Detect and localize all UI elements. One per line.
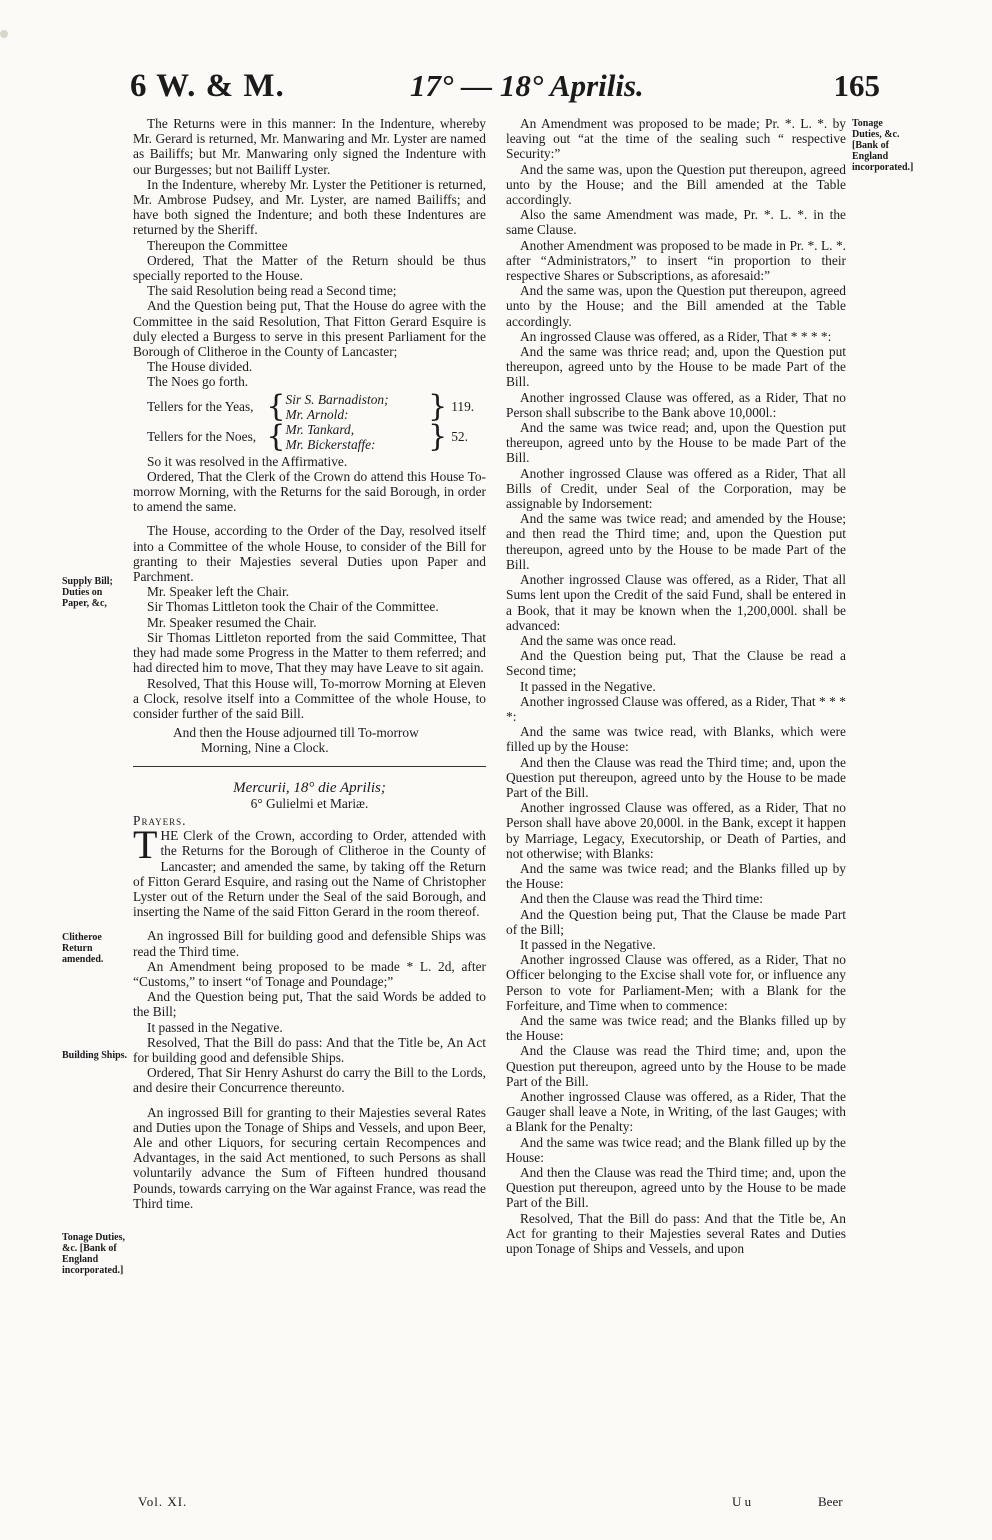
paragraph: And then the Clause was read the Third time: [520,891,763,907]
paragraph: An Amendment was proposed to be made; Pr. *. L. *. by leaving out “at the time of the sealing such “ respective Security:” [506,116,846,162]
paragraph: In the Indenture, whereby Mr. Lyster the Petitioner is returned, Mr. Ambrose Pudsey, and Mr. Lyster, are named Bailiffs; and have both signed the Indenture; and both these Indentures are returned by the Sheriff. [133,176,486,238]
paragraph: Resolved, That the Bill do pass: And that the Title be, An Act for building good and defensible Ships. [133,1034,486,1065]
paragraph: And the same was once read. [520,632,677,648]
paragraph-text: HE Clerk of the Crown, according to Order, attended with the Returns for the Borough of Clitheroe in the County of Lancaster; and amended the same, by taking off the Return of Fitton Gerard Esquire, and rasing out the Name of Christopher Lyster out of the Return under the Seal of the said Borough, and inserting the Name of the said Fitton Gerard in the room thereof. [133,828,486,920]
tellers-table [133,389,486,455]
paragraph: And then the Clause was read the Third time; and, upon the Question put thereupon, agreed unto by the House to be made Part of the Bill. [506,1165,846,1211]
paragraph: An ingrossed Clause was offered, as a Rider, That * * * *: [520,328,832,344]
paragraph: Resolved, That this House will, To-morrow Morning at Eleven a Clock, resolve itself into a Committee of the whole House, to consider further of the said Bill. [133,675,486,721]
paragraph: And the same was twice read; and amended by the House; and then read the Third time; and, upon the Question put thereupon, agreed unto by the House to be made Part of the Bill. [506,511,846,572]
paragraph: Mr. Speaker left the Chair. [147,584,290,600]
paragraph: The said Resolution being read a Second time; [147,283,397,299]
paragraph: Another ingrossed Clause was offered, as a Rider, That no Officer belonging to the Excise shall vote for, or influence any Person to vote for Parliament-Men; with a Blank for the Forfeiture, and Time when to commence: [506,952,846,1013]
paragraph: Another Amendment was proposed to be made in Pr. *. L. *. after “Administrators,” to insert “in proportion to their respective Shares or Subscriptions, as aforesaid:” [506,237,846,284]
paragraph: And the Question being put, That the Clause be read a Second time; [506,648,846,679]
paragraph: Another ingrossed Clause was offered, as a Rider, That no Person shall have above 20,000l. in the Bank, except it happen by Marriage, Legacy, Executorship, or Death of Parties, and not otherwise; with Blanks: [506,800,846,861]
day-subtitle: 6° Gulielmi et Mariæ. [250,795,369,811]
paragraph: And the Clause was read the Third time; and, upon the Question put thereupon, agreed unto by the House to be made Part of the Bill. [506,1043,846,1089]
page-number: 165 [833,68,880,103]
paragraph: It passed in the Negative. [520,678,656,694]
paragraph: So it was resolved in the Affirmative. [147,453,348,469]
paragraph: Another ingrossed Clause was offered, as a Rider, That * * * *: [506,693,846,724]
paragraph: It passed in the Negative. [520,936,656,952]
paragraph: And the same was, upon the Question put thereupon, agreed unto by the House; and the Bill amended at the Table accordingly. [506,161,846,208]
paragraph: Also the same Amendment was made, Pr. *. L. *. in the same Clause. [506,207,846,238]
tellers-noes-row [133,422,486,437]
adjournment: And then the House adjourned till To-morrow [173,725,419,741]
paragraph: And the same was twice read; and, upon the Question put thereupon, agreed unto by the House to be made Part of the Bill. [506,420,846,466]
noes-count: 52. [451,429,468,445]
volume-label: Vol. XI. [138,1494,188,1509]
paragraph: And the same was twice read, with Blanks, which were filled up by the House: [506,724,846,755]
yeas-count: 119. [451,399,475,415]
date-heading: 17° — 18° Aprilis. [410,68,644,103]
paragraph: And the same was thrice read; and, upon the Question put thereupon, agreed unto by the House to be made Part of the Bill. [506,344,846,390]
teller-name: Sir S. Barnadiston; [285,391,389,407]
paragraph: And the same was twice read; and the Blanks filled up by the House: [506,860,846,892]
paragraph: Ordered, That Sir Henry Ashurst do carry the Bill to the Lords, and desire their Concurrence thereunto. [133,1065,486,1096]
paragraph: An ingrossed Bill for granting to their Majesties several Rates and Duties upon the Tonage of Ships and Vessels, and upon Beer, Ale and other Liquors, for securing certain Recompences and Advantages, in the said Act mentioned, to such Persons as shall voluntarily advance the Sum of Fifteen hundred thousand Pounds, towards carrying on the War against France, was read the Third time. [133,1104,486,1211]
paragraph: Ordered, That the Matter of the Return should be thus specially reported to the House. [133,252,486,284]
tellers-yeas-label: Tellers for the Yeas, [147,399,254,415]
paragraph: It passed in the Negative. [147,1019,283,1035]
tellers-noes-label: Tellers for the Noes, [147,429,257,445]
left-column [133,116,486,1211]
adjournment: Morning, Nine a Clock. [201,740,329,756]
paragraph: An Amendment being proposed to be made * L. 2d, after “Customs,” to insert “of Tonage and Poundage;” [133,958,486,989]
paragraph: Thereupon the Committee [147,237,288,253]
teller-name: Mr. Arnold: [285,406,349,422]
paragraph: And the same was twice read; and the Blank filled up by the House: [506,1134,846,1165]
margin-note-supply: Supply Bill; Duties on Paper, &c, [62,576,113,609]
tellers-yeas-row [133,392,486,407]
brace-icon: } [428,389,448,425]
paragraph: The House, according to the Order of the Day, resolved itself into a Committee of the whole House, to consider of the Bill for granting to their Majesties several Duties upon Paper and Parchment. [133,523,486,585]
brace-icon: } [428,419,448,455]
margin-note-tonage-left: Tonage Duties, &c. [Bank of England incorporated.] [62,1232,125,1276]
paragraph: And the Question being put, That the said Words be added to the Bill; [133,989,486,1020]
day-title: Mercurii, 18° die Aprilis; [233,779,386,796]
paragraph: The Noes go forth. [147,374,249,390]
teller-name: Mr. Bickerstaffe: [285,436,376,452]
paragraph: And the Question being put, That the House do agree with the Committee in the said Resolution, That Fitton Gerard Esquire is duly elected a Burgess to serve in this present Parliament for the Borough of Clitheroe in the County of Lancaster; [133,298,486,360]
paragraph [133,822,486,920]
right-column [506,116,846,1256]
drop-cap: T [133,822,158,868]
catchword: Beer [818,1494,843,1509]
regnal-year: 6 W. & M. [130,68,285,104]
page-header [120,68,880,112]
paragraph: And the same was twice read; and the Blanks filled up by the House: [506,1012,846,1044]
paragraph: Ordered, That the Clerk of the Crown do attend this House To-morrow Morning, with the Returns for the said Borough, in order to amend the same. [133,468,486,515]
paragraph: Sir Thomas Littleton reported from the said Committee, That they had made some Progress in the Matter to them referred; and had directed him to move, That they may have Leave to sit again. [133,629,486,676]
paragraph: And the same was, upon the Question put thereupon, agreed unto by the House; and the Bill amended at the Table accordingly. [506,283,846,329]
margin-note-clitheroe: Clitheroe Return amended. [62,932,104,965]
paragraph: Mr. Speaker resumed the Chair. [147,614,317,630]
paragraph: Another ingrossed Clause was offered, as a Rider, That the Gauger shall leave a Note, in Writing, of the last Gauges; with a Blank for the Penalty: [506,1089,846,1135]
paragraph: Another ingrossed Clause was offered as a Rider, That all Bills of Credit, under Seal of the Corporation, may be assignable by Indorsement: [506,465,846,512]
section-divider [133,766,486,767]
prayers-heading: Prayers. [133,812,187,828]
paragraph: Resolved, That the Bill do pass: And that the Title be, An Act for granting to their Majesties several Rates and Duties upon Tonage of Ships and Vessels, and upon [506,1210,846,1257]
brace-icon: { [266,419,286,455]
teller-name: Mr. Tankard, [285,421,355,437]
paragraph: Another ingrossed Clause was offered, as a Rider, That no Person shall subscribe to the Bank above 10,000l.: [506,389,846,420]
paragraph: And the Question being put, That the Clause be made Part of the Bill; [506,906,846,937]
paragraph: The House divided. [147,359,253,375]
margin-note-building: Building Ships. [62,1050,128,1061]
paragraph: And then the Clause was read the Third time; and, upon the Question put thereupon, agreed unto by the House to be made Part of the Bill. [506,754,846,800]
paragraph: Sir Thomas Littleton took the Chair of the Committee. [147,599,439,615]
paragraph: Another ingrossed Clause was offered, as a Rider, That all Sums lent upon the Credit of the said Fund, shall be entered in a Book, that it may be known when the 1,200,000l. shall be advanced: [506,572,846,633]
brace-icon: { [266,389,286,425]
paragraph: The Returns were in this manner: In the Indenture, whereby Mr. Gerard is returned, Mr. Manwaring and Mr. Lyster are named as Bailiffs; but Mr. Manwaring only signed the Indenture with our Burgesses; but not Bailiff Lyster. [133,116,486,177]
paragraph: An ingrossed Bill for building good and defensible Ships was read the Third time. [133,928,486,959]
signature-mark: U u [732,1494,752,1509]
margin-note-tonage-right: Tonage Duties, &c. [Bank of England incorporated.] [852,118,914,173]
